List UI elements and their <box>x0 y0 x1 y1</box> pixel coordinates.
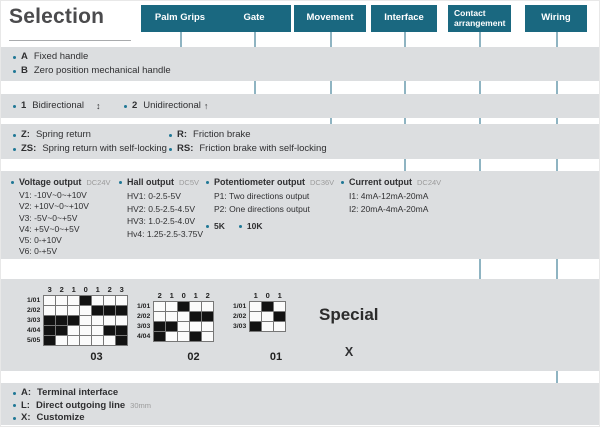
option-desc: Spring return <box>35 129 91 140</box>
contact-grid-03 <box>27 285 128 346</box>
option-desc: Spring return with self-locking <box>42 143 167 154</box>
option-line: HV1: 0-2.5-5V <box>127 191 181 201</box>
bullet-icon <box>13 148 16 151</box>
grid-cell <box>202 322 214 332</box>
option-key: X: <box>21 412 31 423</box>
option-key: R: <box>177 129 188 140</box>
grid-cell <box>80 306 92 316</box>
grid-cell-filled <box>154 322 166 332</box>
special-code: X <box>344 345 354 359</box>
bullet-icon <box>13 404 16 407</box>
grid-cell <box>166 312 178 322</box>
grid-cell-filled <box>80 296 92 306</box>
grid-cell <box>56 306 68 316</box>
grid-row <box>137 332 214 342</box>
bullet-icon <box>13 392 16 395</box>
grid-cell <box>178 312 190 322</box>
option-line: V6: 0-+5V <box>19 246 58 257</box>
grid-row-label: 2/02 <box>27 307 41 314</box>
grid-cell <box>104 316 116 326</box>
tab-gate[interactable] <box>217 5 291 32</box>
option-lines <box>341 190 441 215</box>
option-key: 1 <box>21 100 27 111</box>
tab-interface[interactable] <box>371 5 437 32</box>
grid-row <box>27 326 128 336</box>
list-item <box>13 400 600 413</box>
list-item <box>239 221 263 231</box>
grid-cell <box>68 326 80 336</box>
grid-cell-filled <box>44 326 56 336</box>
option-desc: Direct outgoing line <box>35 399 126 411</box>
grid-cell <box>92 316 104 326</box>
grid-cell <box>154 302 166 312</box>
grid-cell <box>178 332 190 342</box>
grid-cell-filled <box>56 326 68 336</box>
section-title <box>11 177 111 187</box>
grid-cell <box>104 336 116 346</box>
grid-cell <box>92 336 104 346</box>
grid-col-label: 1 <box>193 291 198 300</box>
option-lines <box>11 190 111 258</box>
grid-row-label: 2/02 <box>233 313 247 320</box>
option-lines <box>206 190 334 215</box>
grid-row <box>27 306 128 316</box>
option-desc: Terminal interface <box>37 387 119 398</box>
grid-row <box>27 336 128 346</box>
option-line: P2: One directions output <box>214 203 310 214</box>
list-item <box>13 128 91 142</box>
grid-code-01: 01 <box>269 351 283 363</box>
grid-row-label: 1/01 <box>233 303 247 310</box>
grid-cell <box>116 296 128 306</box>
bullet-icon <box>119 181 122 184</box>
bullet-icon <box>13 70 16 73</box>
option-key: 2 <box>132 100 138 111</box>
grid-cell <box>166 332 178 342</box>
list-item <box>13 50 600 64</box>
list-item <box>206 221 225 231</box>
grid-cell <box>202 332 214 342</box>
grid-cell <box>190 302 202 312</box>
section-title <box>206 177 334 187</box>
option-desc: Customize <box>36 412 85 423</box>
grid-cell <box>262 322 274 332</box>
option-desc: 10K <box>246 221 263 231</box>
grid-cell <box>44 296 56 306</box>
resistance-options <box>206 221 334 231</box>
tab-movement[interactable] <box>294 5 366 32</box>
grid-row-label: 5/05 <box>27 337 41 344</box>
grid-cell <box>104 296 116 306</box>
grid-col-label: 1 <box>253 291 258 300</box>
movement-band <box>1 124 600 159</box>
tab-label: Palm Grips <box>154 12 206 24</box>
tab-wiring[interactable] <box>525 5 587 32</box>
grid-row-label: 1/01 <box>27 297 41 304</box>
section-title-text: Hall output <box>127 177 174 187</box>
option-line: V3: -5V~0~+5V <box>19 212 78 223</box>
grid-row <box>137 302 214 312</box>
grid-cell-filled <box>44 316 56 326</box>
option-line: HV2: 0.5-2.5-4.5V <box>127 203 196 214</box>
palm-grips-band <box>1 47 600 81</box>
contact-arrangement-band <box>1 279 600 371</box>
contact-grid-table <box>137 291 214 342</box>
bullet-icon <box>169 134 172 137</box>
option-key: Z: <box>21 129 30 140</box>
section-note: DC24V <box>417 177 442 187</box>
option-key: A: <box>21 387 32 398</box>
grid-cell <box>68 336 80 346</box>
section-title <box>341 177 441 187</box>
grid-cell-filled <box>104 326 116 336</box>
bullet-icon <box>341 181 344 184</box>
option-key: B <box>21 65 28 76</box>
grid-row-label: 1/01 <box>137 303 151 310</box>
grid-col-label: 2 <box>59 285 64 294</box>
grid-row <box>233 312 286 322</box>
grid-cell <box>68 296 80 306</box>
bullet-icon <box>169 148 172 151</box>
option-note: 30mm <box>130 400 152 410</box>
option-desc: Bidirectional <box>32 100 85 111</box>
tab-label: Movement <box>306 12 354 24</box>
current-output-section <box>341 177 441 215</box>
grid-cell <box>68 306 80 316</box>
wiring-band <box>1 383 600 425</box>
grid-cell <box>154 312 166 322</box>
grid-col-label: 2 <box>107 285 112 294</box>
grid-cell-filled <box>274 312 286 322</box>
tab-label: Wiring <box>541 12 571 24</box>
contact-grid-01 <box>233 291 286 332</box>
grid-row <box>137 312 214 322</box>
grid-row <box>137 322 214 332</box>
option-line: I1: 4mA-12mA-20mA <box>349 191 429 201</box>
list-item <box>13 99 101 113</box>
option-desc: Friction brake <box>193 129 251 140</box>
grid-code-03: 03 <box>90 351 103 363</box>
section-title <box>119 177 203 187</box>
section-title-text: Current output <box>349 177 412 187</box>
hall-output-section <box>119 177 203 240</box>
tab-label: Contact arrangement <box>454 8 506 28</box>
grid-cell-filled <box>166 322 178 332</box>
grid-cell <box>250 302 262 312</box>
page-title-box <box>9 5 131 41</box>
list-item <box>169 142 327 156</box>
option-line: V1: -10V~0~+10V <box>19 190 87 200</box>
option-desc: Friction brake with self-locking <box>199 143 327 154</box>
grid-row-label: 2/02 <box>137 313 151 320</box>
grid-cell <box>92 326 104 336</box>
tab-label: Interface <box>384 12 424 24</box>
section-note: DC5V <box>179 177 200 187</box>
grid-cell <box>80 336 92 346</box>
grid-cell <box>190 322 202 332</box>
grid-cell-filled <box>116 306 128 316</box>
grid-cell-filled <box>116 336 128 346</box>
option-key: L: <box>21 399 30 411</box>
grid-row-label: 4/04 <box>137 333 151 340</box>
section-note: DC36V <box>310 177 335 187</box>
bullet-icon <box>13 105 16 108</box>
section-title-text: Voltage output <box>19 177 82 187</box>
grid-col-label: 3 <box>119 285 124 294</box>
grid-cell <box>274 302 286 312</box>
grid-cell-filled <box>92 306 104 316</box>
bullet-icon <box>206 181 209 184</box>
grid-cell <box>178 322 190 332</box>
interface-band <box>1 171 600 259</box>
option-lines <box>119 190 203 240</box>
list-item <box>13 387 600 400</box>
grid-cell <box>44 306 56 316</box>
list-item <box>13 64 600 78</box>
voltage-output-section <box>11 177 111 258</box>
grid-row <box>233 302 286 312</box>
grid-col-label: 0 <box>265 291 270 300</box>
grid-col-label: 0 <box>83 285 88 294</box>
potentiometer-output-section <box>206 177 334 231</box>
grid-corner <box>137 291 154 302</box>
grid-cell-filled <box>68 316 80 326</box>
grid-cell-filled <box>116 326 128 336</box>
unidirectional-arrow-icon: ↑ <box>203 101 209 111</box>
option-line: V2: +10V~0~+10V <box>19 201 89 212</box>
connector-line-palm-grips <box>180 32 182 47</box>
list-item <box>169 128 251 142</box>
option-desc: Fixed handle <box>33 51 89 62</box>
bullet-icon <box>11 181 14 184</box>
option-key: ZS: <box>21 143 37 154</box>
grid-col-label: 0 <box>181 291 186 300</box>
grid-cell-filled <box>190 332 202 342</box>
option-line: V4: +5V~0~+5V <box>19 223 80 234</box>
bullet-icon <box>13 134 16 137</box>
option-desc: Unidirectional <box>143 100 201 111</box>
grid-cell <box>56 336 68 346</box>
list-item <box>13 412 600 425</box>
grid-cell-filled <box>178 302 190 312</box>
grid-row <box>233 322 286 332</box>
grid-col-label: 2 <box>205 291 210 300</box>
grid-row-label: 4/04 <box>27 327 41 334</box>
tab-label: Gate <box>243 12 265 24</box>
grid-cell <box>80 316 92 326</box>
special-label: Special <box>319 305 379 324</box>
grid-cell-filled <box>104 306 116 316</box>
grid-row-label: 3/03 <box>27 317 41 324</box>
bullet-icon <box>124 105 127 108</box>
grid-cell <box>92 296 104 306</box>
grid-row-label: 3/03 <box>233 323 247 330</box>
grid-row <box>27 296 128 306</box>
contact-grid-table <box>27 285 128 346</box>
tab-palm-grips[interactable] <box>141 5 219 32</box>
option-key: RS: <box>177 143 194 154</box>
option-line: P1: Two directions output <box>214 191 310 201</box>
section-title-text: Potentiometer output <box>214 177 305 187</box>
contact-grid-02 <box>137 291 214 342</box>
grid-cell <box>56 296 68 306</box>
grid-corner <box>233 291 250 302</box>
option-key: A <box>21 51 28 62</box>
page-title: Selection <box>9 5 105 28</box>
bidirectional-arrow-icon: ↕ <box>96 101 101 111</box>
grid-cell-filled <box>154 332 166 342</box>
list-item <box>13 142 167 156</box>
grid-corner <box>27 285 44 296</box>
grid-cell-filled <box>44 336 56 346</box>
bullet-icon <box>239 225 242 228</box>
grid-cell <box>262 312 274 322</box>
gate-band <box>1 94 600 118</box>
grid-cell <box>250 312 262 322</box>
list-item <box>124 99 208 113</box>
grid-col-label: 3 <box>47 285 52 294</box>
grid-col-label: 1 <box>71 285 76 294</box>
grid-row <box>27 316 128 326</box>
option-line: I2: 20mA-4mA-20mA <box>349 203 429 214</box>
grid-cell-filled <box>56 316 68 326</box>
option-desc: 5K <box>214 221 225 231</box>
grid-cell <box>166 302 178 312</box>
grid-col-label: 1 <box>169 291 174 300</box>
option-desc: Zero position mechanical handle <box>33 65 171 76</box>
grid-cell-filled <box>190 312 202 322</box>
contact-grid-table <box>233 291 286 332</box>
grid-col-label: 2 <box>157 291 162 300</box>
grid-cell <box>116 316 128 326</box>
bullet-icon <box>206 225 209 228</box>
option-line: HV3: 1.0-2.5-4.0V <box>127 216 196 226</box>
bullet-icon <box>13 417 16 420</box>
grid-cell-filled <box>250 322 262 332</box>
section-note: DC24V <box>86 177 111 187</box>
tab-contact-arrangement[interactable] <box>448 5 511 32</box>
option-line: Hv4: 1.25-2.5-3.75V <box>127 228 204 239</box>
grid-code-02: 02 <box>187 351 200 363</box>
grid-cell <box>274 322 286 332</box>
grid-col-label: 1 <box>95 285 100 294</box>
grid-col-label: 1 <box>277 291 282 300</box>
grid-row-label: 3/03 <box>137 323 151 330</box>
option-line: V5: 0-+10V <box>19 235 62 246</box>
grid-cell-filled <box>262 302 274 312</box>
grid-cell <box>202 302 214 312</box>
grid-cell-filled <box>202 312 214 322</box>
grid-cell <box>80 326 92 336</box>
bullet-icon <box>13 56 16 59</box>
